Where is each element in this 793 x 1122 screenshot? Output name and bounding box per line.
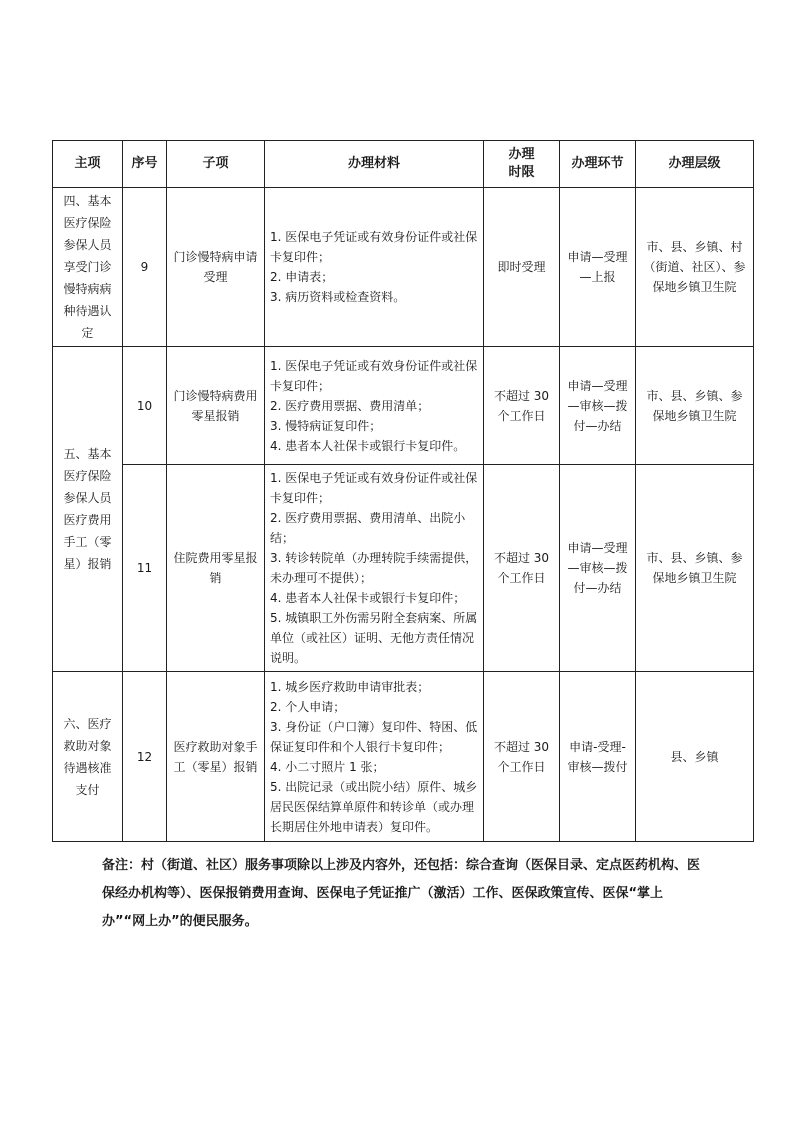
- material-line: 2. 申请表；: [270, 270, 334, 284]
- material-line: 1. 医保电子凭证或有效身份证件或社保卡复印件；: [270, 358, 478, 393]
- material-line: 3. 病历资料或检查资料。: [270, 290, 406, 304]
- time-limit-cell: 不超过 30 个工作日: [484, 465, 560, 672]
- table-row: [53, 347, 754, 465]
- material-line: 2. 医疗费用票据、费用清单；: [270, 398, 430, 413]
- header-time-limit: [484, 141, 560, 188]
- materials-cell: [265, 188, 484, 347]
- material-line: 1. 医保电子凭证或有效身份证件或社保卡复印件；: [270, 471, 478, 505]
- header-process-steps: 办理环节: [560, 141, 636, 188]
- table-row: [53, 188, 754, 347]
- materials-cell: [265, 347, 484, 465]
- main-item-cell: 五、基本医疗保险参保人员医疗费用手工（零星）报销: [53, 347, 123, 672]
- process-steps-cell: 申请—受理—上报: [560, 188, 636, 347]
- handling-level-cell: 市、县、乡镇、参保地乡镇卫生院: [636, 465, 754, 672]
- sequence-cell: 9: [123, 188, 167, 347]
- material-line: 4. 小二寸照片 1 张；: [270, 759, 385, 774]
- header-sub-item: 子项: [167, 141, 265, 188]
- header-main-item: 主项: [53, 141, 123, 188]
- header-time-limit-line1: 办理: [508, 147, 535, 162]
- process-steps-cell: 申请-受理-审核—拨付: [560, 672, 636, 842]
- handling-level-cell: 市、县、乡镇、村（街道、社区）、参保地乡镇卫生院: [636, 188, 754, 347]
- material-line: 3. 慢特病证复印件；: [270, 418, 382, 433]
- material-line: 2. 个人申请；: [270, 699, 346, 714]
- material-line: 1. 城乡医疗救助申请审批表；: [270, 679, 430, 694]
- material-line: 5. 出院记录（或出院小结）原件、城乡居民医保结算单原件和转诊单（或办理长期居住外地申请表）复印件。: [270, 779, 478, 834]
- process-steps-cell: 申请—受理—审核—拨付—办结: [560, 347, 636, 465]
- table-row: [53, 672, 754, 842]
- material-line: 2. 医疗费用票据、费用清单、出院小结；: [270, 511, 466, 545]
- sequence-cell: 10: [123, 347, 167, 465]
- process-steps-cell: 申请—受理—审核—拨付—办结: [560, 465, 636, 672]
- time-limit-cell: 即时受理: [484, 188, 560, 347]
- header-handling-level: 办理层级: [636, 141, 754, 188]
- sub-item-cell: 门诊慢特病申请受理: [167, 188, 265, 347]
- sub-item-cell: 医疗救助对象手工（零星）报销: [167, 672, 265, 842]
- sub-item-cell: 住院费用零星报销: [167, 465, 265, 672]
- header-materials: 办理材料: [265, 141, 484, 188]
- material-line: 4. 患者本人社保卡或银行卡复印件。: [270, 438, 466, 453]
- main-item-cell: 四、基本医疗保险参保人员享受门诊慢特病病种待遇认定: [53, 188, 123, 347]
- remarks-note: 备注：村（街道、社区）服务事项除以上涉及内容外，还包括：综合查询（医保目录、定点医药机构、医保经办机构等）、医保报销费用查询、医保电子凭证推广（激活）工作、医保政策宣传、医保“掌上办”“网上办”的便民服务。: [102, 858, 701, 929]
- material-line: 3. 身份证（户口簿）复印件、特困、低保证复印件和个人银行卡复印件；: [270, 719, 478, 754]
- header-row: [53, 141, 754, 188]
- sub-item-cell: 门诊慢特病费用零星报销: [167, 347, 265, 465]
- material-line: 1. 医保电子凭证或有效身份证件或社保卡复印件；: [270, 230, 478, 264]
- header-time-limit-line2: 时限: [508, 165, 535, 180]
- material-line: 3. 转诊转院单（办理转院手续需提供，未办理可不提供）；: [270, 551, 478, 585]
- table-row: [53, 465, 754, 672]
- time-limit-cell: 不超过 30 个工作日: [484, 672, 560, 842]
- materials-cell: [265, 465, 484, 672]
- material-line: 4. 患者本人社保卡或银行卡复印件；: [270, 591, 466, 605]
- material-line: 5. 城镇职工外伤需另附全套病案、所属单位（或社区）证明、无他方责任情况说明。: [270, 611, 478, 665]
- service-items-table: [52, 140, 754, 842]
- handling-level-cell: 县、乡镇: [636, 672, 754, 842]
- handling-level-cell: 市、县、乡镇、参保地乡镇卫生院: [636, 347, 754, 465]
- header-sequence: 序号: [123, 141, 167, 188]
- main-item-cell: 六、医疗救助对象待遇核准支付: [53, 672, 123, 842]
- sequence-cell: 11: [123, 465, 167, 672]
- sequence-cell: 12: [123, 672, 167, 842]
- time-limit-cell: 不超过 30 个工作日: [484, 347, 560, 465]
- materials-cell: [265, 672, 484, 842]
